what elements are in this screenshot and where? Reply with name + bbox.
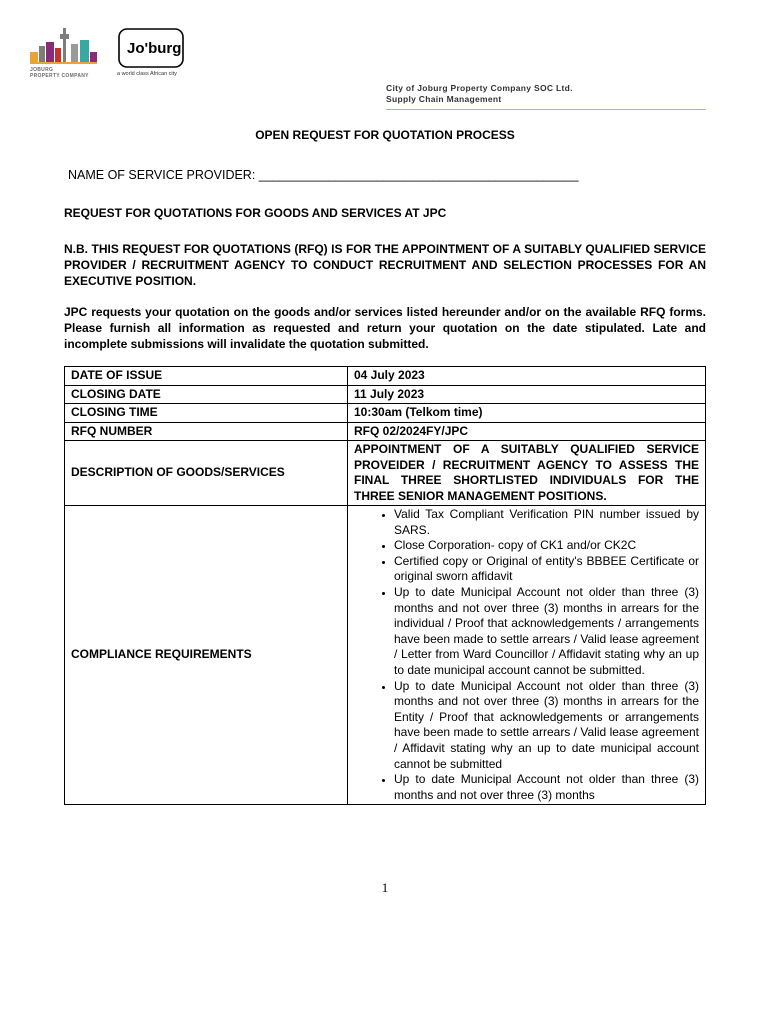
table-row (65, 404, 706, 423)
company-header (386, 83, 573, 105)
compliance-label: COMPLIANCE REQUIREMENTS (65, 506, 348, 805)
row-value: 04 July 2023 (348, 367, 706, 386)
intro-paragraph: JPC requests your quotation on the goods and/or services listed hereunder and/or on the available RFQ forms. Please furnish all information as requested and return your quotation on the date stipulated. Late and incomplete submissions will invalidate the quotation submitted. (64, 305, 706, 351)
list-item: • Close Corporation- copy of CK1 and/or CK2C (394, 538, 699, 554)
rfq-details-table (64, 366, 706, 805)
jpc-caption-line1: JOBURG (30, 67, 54, 73)
logo-base (30, 62, 97, 64)
joburg-logo (118, 28, 184, 68)
row-label: CLOSING DATE (65, 385, 348, 404)
logo-tower-shaft (63, 28, 66, 62)
page-number: 1 (381, 880, 389, 895)
compliance-list-cell (348, 506, 706, 805)
row-value: APPOINTMENT OF A SUITABLY QUALIFIED SERVICE PROVEIDER / RECRUITMENT AGENCY TO ASSESS THE FINAL THREE SHORTLISTED INDIVIDUALS FOR THE THREE SENIOR MANAGEMENT POSITIONS. (348, 441, 706, 506)
list-item: • Up to date Municipal Account not older than three (3) months and not over three (3) months (394, 772, 699, 803)
list-item: • Certified copy or Original of entity's BBBEE Certificate or original sworn affidavit (394, 554, 699, 585)
list-item: • Up to date Municipal Account not older than three (3) months and not over three (3) months in arrears for the individual / Proof that acknowledgements / arrangements have been made to settle arrears / Valid lease agreement / Letter from Ward Councillor / Affidavit stating why an up to date municipal account cannot be submitted. (394, 585, 699, 679)
table-row (65, 367, 706, 386)
logo-tower-head (60, 34, 69, 39)
row-value: RFQ 02/2024FY/JPC (348, 422, 706, 441)
list-item: • Valid Tax Compliant Verification PIN number issued by SARS. (394, 507, 699, 538)
joburg-tagline: a world class African city (117, 71, 177, 77)
jpc-caption (30, 67, 89, 79)
jpc-caption-line2: PROPERTY COMPANY (30, 73, 89, 79)
table-row (65, 506, 706, 805)
joburg-wordmark: Jo'burg (127, 40, 182, 57)
logo-bar-purple2 (90, 52, 97, 62)
row-value: 11 July 2023 (348, 385, 706, 404)
header-rule (386, 109, 706, 110)
row-label: DATE OF ISSUE (65, 367, 348, 386)
table-row (65, 385, 706, 404)
row-label: RFQ NUMBER (65, 422, 348, 441)
logo-bar-orange (30, 52, 38, 62)
section-heading: REQUEST FOR QUOTATIONS FOR GOODS AND SERVICES AT JPC (64, 206, 447, 220)
table-row (65, 422, 706, 441)
department-name: Supply Chain Management (386, 94, 502, 104)
logo-bar-red (55, 48, 61, 62)
row-label: CLOSING TIME (65, 404, 348, 423)
nb-paragraph: N.B. THIS REQUEST FOR QUOTATIONS (RFQ) IS FOR THE APPOINTMENT OF A SUITABLY QUALIFIED SERVICE PROVIDER / RECRUITMENT AGENCY TO CONDUCT RECRUITMENT AND SELECTION PROCESSES FOR AN EXECUTIVE POSITION. (64, 242, 706, 288)
compliance-list (354, 507, 699, 803)
row-value: 10:30am (Telkom time) (348, 404, 706, 423)
row-label: DESCRIPTION OF GOODS/SERVICES (65, 441, 348, 506)
list-item: • Up to date Municipal Account not older than three (3) months and not over three (3) months in arrears for the Entity / Proof that acknowledgements or arrangements have been made to settle arrears / Valid lease agreement / Affidavit stating why an up to date municipal account cannot be submitted (394, 679, 699, 773)
logo-bar-gray1 (39, 46, 45, 62)
logo-bar-gray2 (71, 44, 78, 62)
document-title: OPEN REQUEST FOR QUOTATION PROCESS (255, 128, 515, 142)
logo-bar-teal (80, 40, 89, 62)
service-provider-field: NAME OF SERVICE PROVIDER: ______________________________________________ (68, 168, 579, 182)
logo-bar-purple (46, 42, 54, 62)
table-row (65, 441, 706, 506)
company-name: City of Joburg Property Company SOC Ltd. (386, 83, 573, 93)
